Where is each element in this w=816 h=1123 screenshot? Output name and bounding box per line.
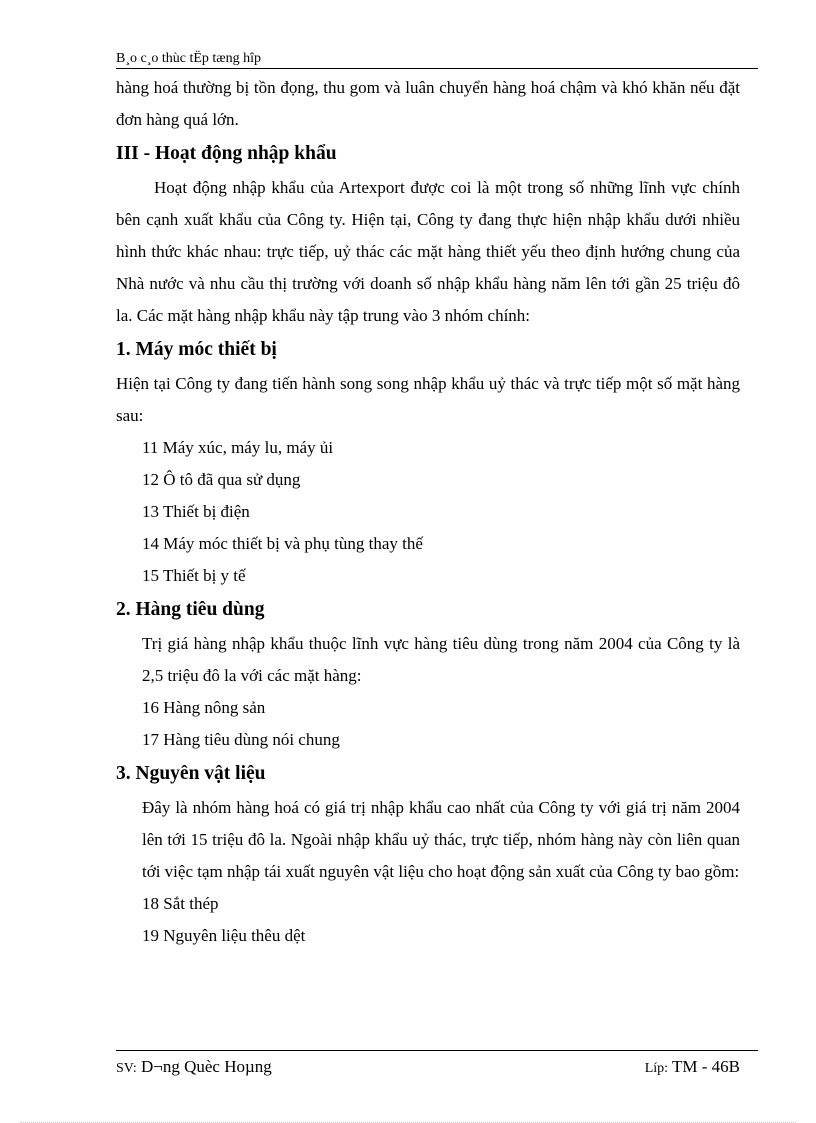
section-3-paragraph: Hoạt động nhập khẩu của Artexport được coi là một trong số những lĩnh vực chính bên cạnh xuất khẩu của Công ty. Hiện tại, Công ty đang thực hiện nhập khẩu dưới nhiều hình thức khác nhau: trực tiếp, uỷ thác các mặt hàng thiết yếu theo định hướng chung của Nhà nước và nhu cầu thị trường với doanh số nhập khẩu hàng năm lên tới gần 25 triệu đô la. Các mặt hàng nhập khẩu này tập trung vào 3 nhóm chính: <box>116 178 740 325</box>
subsection-1-heading: 1. Máy móc thiết bị <box>116 339 277 360</box>
intro-paragraph: hàng hoá thường bị tồn đọng, thu gom và luân chuyển hàng hoá chậm và khó khăn nếu đặt đơn hàng quá lớn. <box>116 78 740 129</box>
page-content <box>116 72 740 952</box>
subsection-3-heading: 3. Nguyên vật liệu <box>116 763 266 784</box>
subsection-2-paragraph: Trị giá hàng nhập khẩu thuộc lĩnh vực hàng tiêu dùng trong năm 2004 của Công ty là 2,5 triệu đô la với các mặt hàng: <box>142 634 740 685</box>
list-item: 16 Hàng nông sản <box>142 698 266 717</box>
student-info <box>116 1054 272 1082</box>
class-label: Líp: <box>644 1061 669 1076</box>
list-item: 14 Máy móc thiết bị và phụ tùng thay thế <box>142 534 423 553</box>
subsection-2-heading: 2. Hàng tiêu dùng <box>116 599 265 620</box>
student-name: D¬ng Quèc Hoµng <box>141 1057 272 1076</box>
list-item: 18 Sắt thép <box>142 894 219 913</box>
list-item: 12 Ô tô đã qua sử dụng <box>142 470 301 489</box>
list-item: 15 Thiết bị y tế <box>142 566 246 585</box>
list-item: 13 Thiết bị điện <box>142 502 250 521</box>
section-3-heading: III - Hoạt động nhập khẩu <box>116 143 337 164</box>
student-label: SV: <box>116 1061 137 1076</box>
class-value: TM - 46B <box>672 1057 740 1076</box>
header-title: B¸o c¸o thùc tËp tæng hîp <box>116 51 262 66</box>
list-item: 17 Hàng tiêu dùng nói chung <box>142 730 340 749</box>
subsection-3-paragraph: Đây là nhóm hàng hoá có giá trị nhập khẩu cao nhất của Công ty với giá trị năm 2004 lên tới 15 triệu đô la. Ngoài nhập khẩu uỷ thác, trực tiếp, nhóm hàng này còn liên quan tới việc tạm nhập tái xuất nguyên vật liệu cho hoạt động sản xuất của Công ty bao gồm: <box>142 798 740 881</box>
page-header <box>116 50 758 69</box>
subsection-1-paragraph: Hiện tại Công ty đang tiến hành song song nhập khẩu uỷ thác và trực tiếp một số mặt hàng sau: <box>116 374 740 425</box>
class-info <box>645 1054 740 1082</box>
list-item: 19 Nguyên liệu thêu dệt <box>142 926 306 945</box>
page-footer <box>116 1050 758 1076</box>
list-item: 11 Máy xúc, máy lu, máy ủi <box>142 438 334 457</box>
